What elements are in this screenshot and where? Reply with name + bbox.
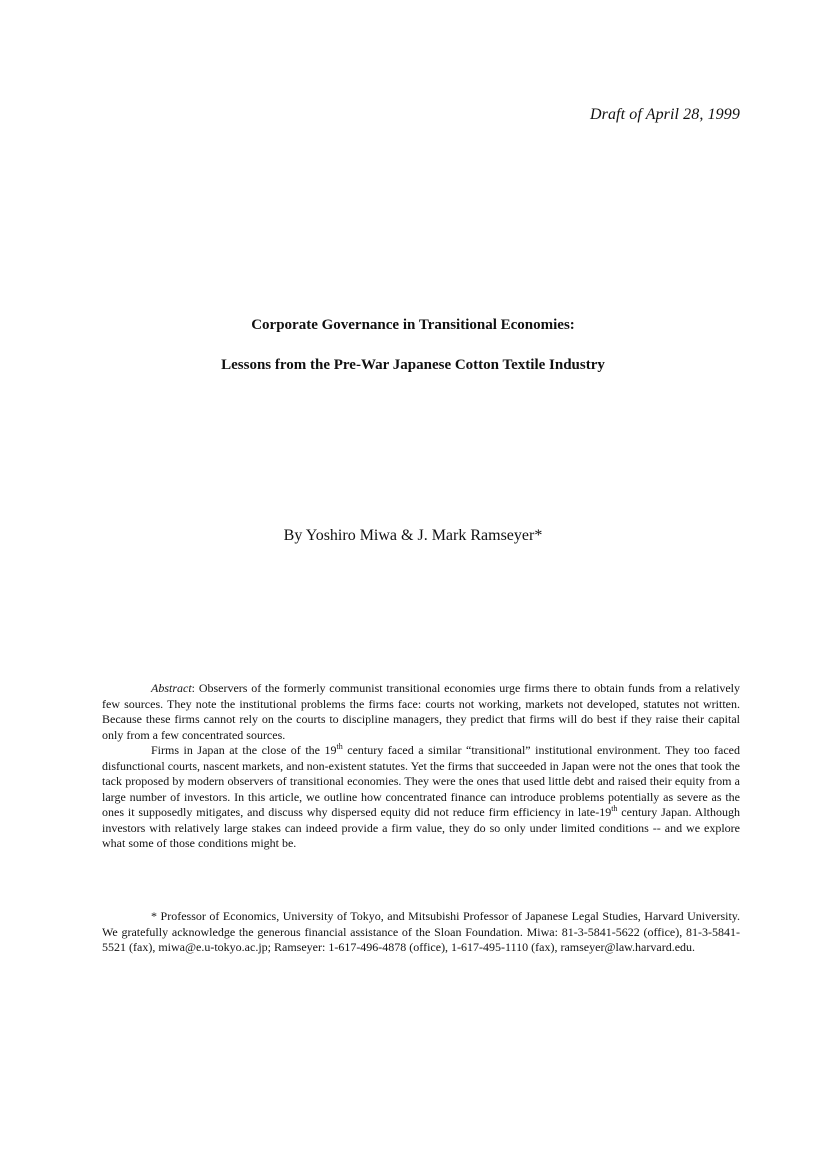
abstract-text-2a: Firms in Japan at the close of the 19 <box>151 743 337 757</box>
title-line-1: Corporate Governance in Transitional Economies: <box>251 317 575 333</box>
superscript-th: th <box>336 742 343 751</box>
author-footnote: * Professor of Economics, University of Tokyo, and Mitsubishi Professor of Japanese Legal Studies, Harvard University. We gratefully acknowledge the generous financial assistance of the Sloan Foundation. Miwa: 81-3-5841-5622 (office), 81-3-5841-5521 (fax), miwa@e.u-tokyo.ac.jp; Ramseyer: 1-617-496-4878 (office), 1-617-495-1110 (fax), ramseyer@law.harvard.edu. <box>102 909 740 954</box>
abstract-text-2b: century faced a similar “transitional” institutional environment. They too faced disfunctional courts, nascent markets, and non-existent statutes. Yet the firms that succeeded in Japan were not the ones that took the tack proposed by modern observers of transitional economies. They were the ones that used little debt and raised their equity from a large number of investors. In this article, we outline how concentrated finance can introduce problems potentially as severe as the ones it supposedly mitigates, and discuss why dispersed equity did not reduce firm efficiency in late-19 <box>102 743 741 819</box>
superscript-th: th <box>611 804 618 813</box>
abstract-paragraph-2 <box>102 743 740 852</box>
draft-date: Draft of April 28, 1999 <box>589 106 740 123</box>
abstract-text-1: Observers of the formerly communist transitional economies urge firms there to obtain funds from a relatively few sources. They note the institutional problems the firms face: courts not working, markets not developed, statutes not written. Because these firms cannot rely on the courts to discipline managers, they predict that firms will do best if they raise their capital only from a few concentrated sources. <box>102 681 740 742</box>
abstract-label: Abstract <box>151 681 192 695</box>
abstract-text-2c: century Japan. Although investors with relatively large stakes can indeed provide a firm value, they do so only under limited conditions -- and we explore what some of those conditions might be. <box>102 805 740 850</box>
abstract <box>102 681 740 852</box>
abstract-paragraph-1: Abstract: Observers of the formerly communist transitional economies urge firms there to obtain funds from a relatively few sources. They note the institutional problems the firms face: courts not working, markets not developed, statutes not written. Because these firms cannot rely on the courts to discipline managers, they predict that firms will do best if they raise their capital only from a few concentrated sources. <box>102 681 740 742</box>
author-byline: By Yoshiro Miwa & J. Mark Ramseyer* <box>283 527 543 544</box>
title-line-2: Lessons from the Pre-War Japanese Cotton Textile Industry <box>221 357 605 373</box>
